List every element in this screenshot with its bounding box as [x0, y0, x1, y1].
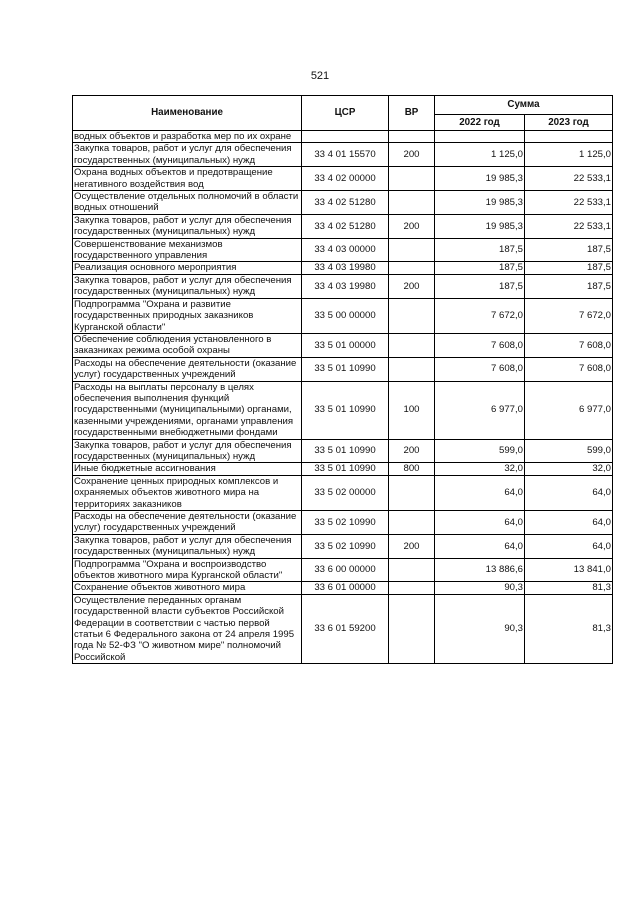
row-vr: [389, 511, 435, 535]
row-vr: 200: [389, 534, 435, 558]
row-vr: 200: [389, 214, 435, 238]
row-name: Совершенствование механизмов государственного управления: [73, 238, 302, 262]
table-row: [73, 143, 613, 167]
row-csr: 33 5 00 00000: [302, 298, 389, 333]
row-vr: [389, 298, 435, 333]
row-vr: [389, 357, 435, 381]
budget-table: [72, 95, 613, 664]
table-row: [73, 191, 613, 215]
row-sum-2023: 13 841,0: [525, 558, 613, 582]
row-sum-2023: 64,0: [525, 534, 613, 558]
row-vr: 200: [389, 143, 435, 167]
table-row: [73, 511, 613, 535]
row-sum-2023: 32,0: [525, 463, 613, 475]
row-sum-2023: 187,5: [525, 238, 613, 262]
header-csr: ЦСР: [302, 96, 389, 131]
row-sum-2022: 187,5: [435, 238, 525, 262]
row-sum-2023: 7 672,0: [525, 298, 613, 333]
row-vr: [389, 475, 435, 510]
row-name: Закупка товаров, работ и услуг для обеспечения государственных (муниципальных) нужд: [73, 534, 302, 558]
row-name: Осуществление переданных органам государственной власти субъектов Российской Федерации в соответствии с частью первой статьи 6 Федерального закона от 24 апреля 1995 года № 52-ФЗ "О животном мире" полномочий Российской: [73, 594, 302, 663]
row-sum-2022: 7 672,0: [435, 298, 525, 333]
table-row: [73, 439, 613, 463]
row-vr: [389, 558, 435, 582]
table-row: [73, 475, 613, 510]
row-csr: 33 4 02 51280: [302, 214, 389, 238]
row-name: Закупка товаров, работ и услуг для обеспечения государственных (муниципальных) нужд: [73, 439, 302, 463]
row-csr: 33 5 01 10990: [302, 357, 389, 381]
row-vr: [389, 131, 435, 143]
row-csr: 33 4 02 51280: [302, 191, 389, 215]
table-row: [73, 238, 613, 262]
row-sum-2022: 90,3: [435, 582, 525, 594]
row-csr: 33 6 01 00000: [302, 582, 389, 594]
row-sum-2022: 6 977,0: [435, 381, 525, 439]
row-sum-2023: 64,0: [525, 511, 613, 535]
row-sum-2023: 22 533,1: [525, 214, 613, 238]
row-sum-2022: 599,0: [435, 439, 525, 463]
row-vr: [389, 191, 435, 215]
row-sum-2022: 90,3: [435, 594, 525, 663]
row-sum-2022: 32,0: [435, 463, 525, 475]
row-name: Охрана водных объектов и предотвращение негативного воздействия вод: [73, 167, 302, 191]
row-name: Расходы на обеспечение деятельности (оказание услуг) государственных учреждений: [73, 511, 302, 535]
table-row: [73, 594, 613, 663]
row-name: Подпрограмма "Охрана и воспроизводство объектов животного мира Курганской области": [73, 558, 302, 582]
page-number: 521: [310, 70, 330, 82]
row-csr: 33 5 01 10990: [302, 463, 389, 475]
row-vr: [389, 262, 435, 274]
row-name: водных объектов и разработка мер по их охране: [73, 131, 302, 143]
row-sum-2023: 7 608,0: [525, 333, 613, 357]
row-csr: 33 5 01 10990: [302, 439, 389, 463]
table-row: [73, 582, 613, 594]
table-row: [73, 558, 613, 582]
row-sum-2023: 81,3: [525, 582, 613, 594]
row-sum-2022: 13 886,6: [435, 558, 525, 582]
row-sum-2023: 81,3: [525, 594, 613, 663]
table-row: [73, 167, 613, 191]
table-row: [73, 381, 613, 439]
row-sum-2022: 64,0: [435, 534, 525, 558]
table-row: [73, 534, 613, 558]
row-sum-2022: 19 985,3: [435, 191, 525, 215]
row-csr: [302, 131, 389, 143]
row-sum-2022: 187,5: [435, 262, 525, 274]
row-sum-2023: [525, 131, 613, 143]
row-csr: 33 5 02 10990: [302, 534, 389, 558]
row-name: Закупка товаров, работ и услуг для обеспечения государственных (муниципальных) нужд: [73, 143, 302, 167]
table-row: [73, 214, 613, 238]
header-name: Наименование: [73, 96, 302, 131]
row-sum-2022: 1 125,0: [435, 143, 525, 167]
row-sum-2023: 187,5: [525, 262, 613, 274]
row-name: Осуществление отдельных полномочий в области водных отношений: [73, 191, 302, 215]
row-name: Расходы на обеспечение деятельности (оказание услуг) государственных учреждений: [73, 357, 302, 381]
row-csr: 33 4 03 00000: [302, 238, 389, 262]
row-sum-2022: 64,0: [435, 475, 525, 510]
row-sum-2022: 19 985,3: [435, 214, 525, 238]
row-csr: 33 4 02 00000: [302, 167, 389, 191]
row-vr: 800: [389, 463, 435, 475]
row-sum-2022: 7 608,0: [435, 357, 525, 381]
row-vr: [389, 167, 435, 191]
row-vr: 200: [389, 274, 435, 298]
row-name: Расходы на выплаты персоналу в целях обеспечения выполнения функций государственными (муниципальными) органами, казенными учреждениями, органами управления государственными внебюджетными фондами: [73, 381, 302, 439]
row-csr: 33 4 01 15570: [302, 143, 389, 167]
row-vr: [389, 333, 435, 357]
row-name: Сохранение ценных природных комплексов и охраняемых объектов животного мира на территориях заказников: [73, 475, 302, 510]
row-name: Реализация основного мероприятия: [73, 262, 302, 274]
row-sum-2023: 6 977,0: [525, 381, 613, 439]
row-sum-2023: 7 608,0: [525, 357, 613, 381]
table-row: [73, 274, 613, 298]
row-csr: 33 6 01 59200: [302, 594, 389, 663]
row-vr: 200: [389, 439, 435, 463]
table-row: [73, 333, 613, 357]
row-name: Подпрограмма "Охрана и развитие государственных природных заказников Курганской области": [73, 298, 302, 333]
row-sum-2022: [435, 131, 525, 143]
table-row: [73, 298, 613, 333]
row-name: Иные бюджетные ассигнования: [73, 463, 302, 475]
row-sum-2022: 19 985,3: [435, 167, 525, 191]
row-name: Закупка товаров, работ и услуг для обеспечения государственных (муниципальных) нужд: [73, 274, 302, 298]
row-sum-2023: 1 125,0: [525, 143, 613, 167]
row-sum-2023: 64,0: [525, 475, 613, 510]
header-sum: Сумма: [435, 96, 613, 115]
row-sum-2023: 599,0: [525, 439, 613, 463]
row-vr: 100: [389, 381, 435, 439]
row-vr: [389, 594, 435, 663]
row-csr: 33 5 01 00000: [302, 333, 389, 357]
row-csr: 33 4 03 19980: [302, 274, 389, 298]
row-vr: [389, 582, 435, 594]
row-sum-2022: 7 608,0: [435, 333, 525, 357]
row-csr: 33 6 00 00000: [302, 558, 389, 582]
row-csr: 33 5 02 00000: [302, 475, 389, 510]
row-csr: 33 5 01 10990: [302, 381, 389, 439]
row-name: Обеспечение соблюдения установленного в заказниках режима особой охраны: [73, 333, 302, 357]
table-row: [73, 131, 613, 143]
header-year-2022: 2022 год: [435, 115, 525, 131]
table-row: [73, 357, 613, 381]
table-row: [73, 463, 613, 475]
table-body: [73, 131, 613, 664]
header-year-2023: 2023 год: [525, 115, 613, 131]
row-vr: [389, 238, 435, 262]
row-sum-2022: 64,0: [435, 511, 525, 535]
row-csr: 33 4 03 19980: [302, 262, 389, 274]
row-sum-2023: 187,5: [525, 274, 613, 298]
row-name: Сохранение объектов животного мира: [73, 582, 302, 594]
row-sum-2023: 22 533,1: [525, 167, 613, 191]
row-csr: 33 5 02 10990: [302, 511, 389, 535]
table-row: [73, 262, 613, 274]
header-vr: ВР: [389, 96, 435, 131]
row-name: Закупка товаров, работ и услуг для обеспечения государственных (муниципальных) нужд: [73, 214, 302, 238]
row-sum-2022: 187,5: [435, 274, 525, 298]
row-sum-2023: 22 533,1: [525, 191, 613, 215]
